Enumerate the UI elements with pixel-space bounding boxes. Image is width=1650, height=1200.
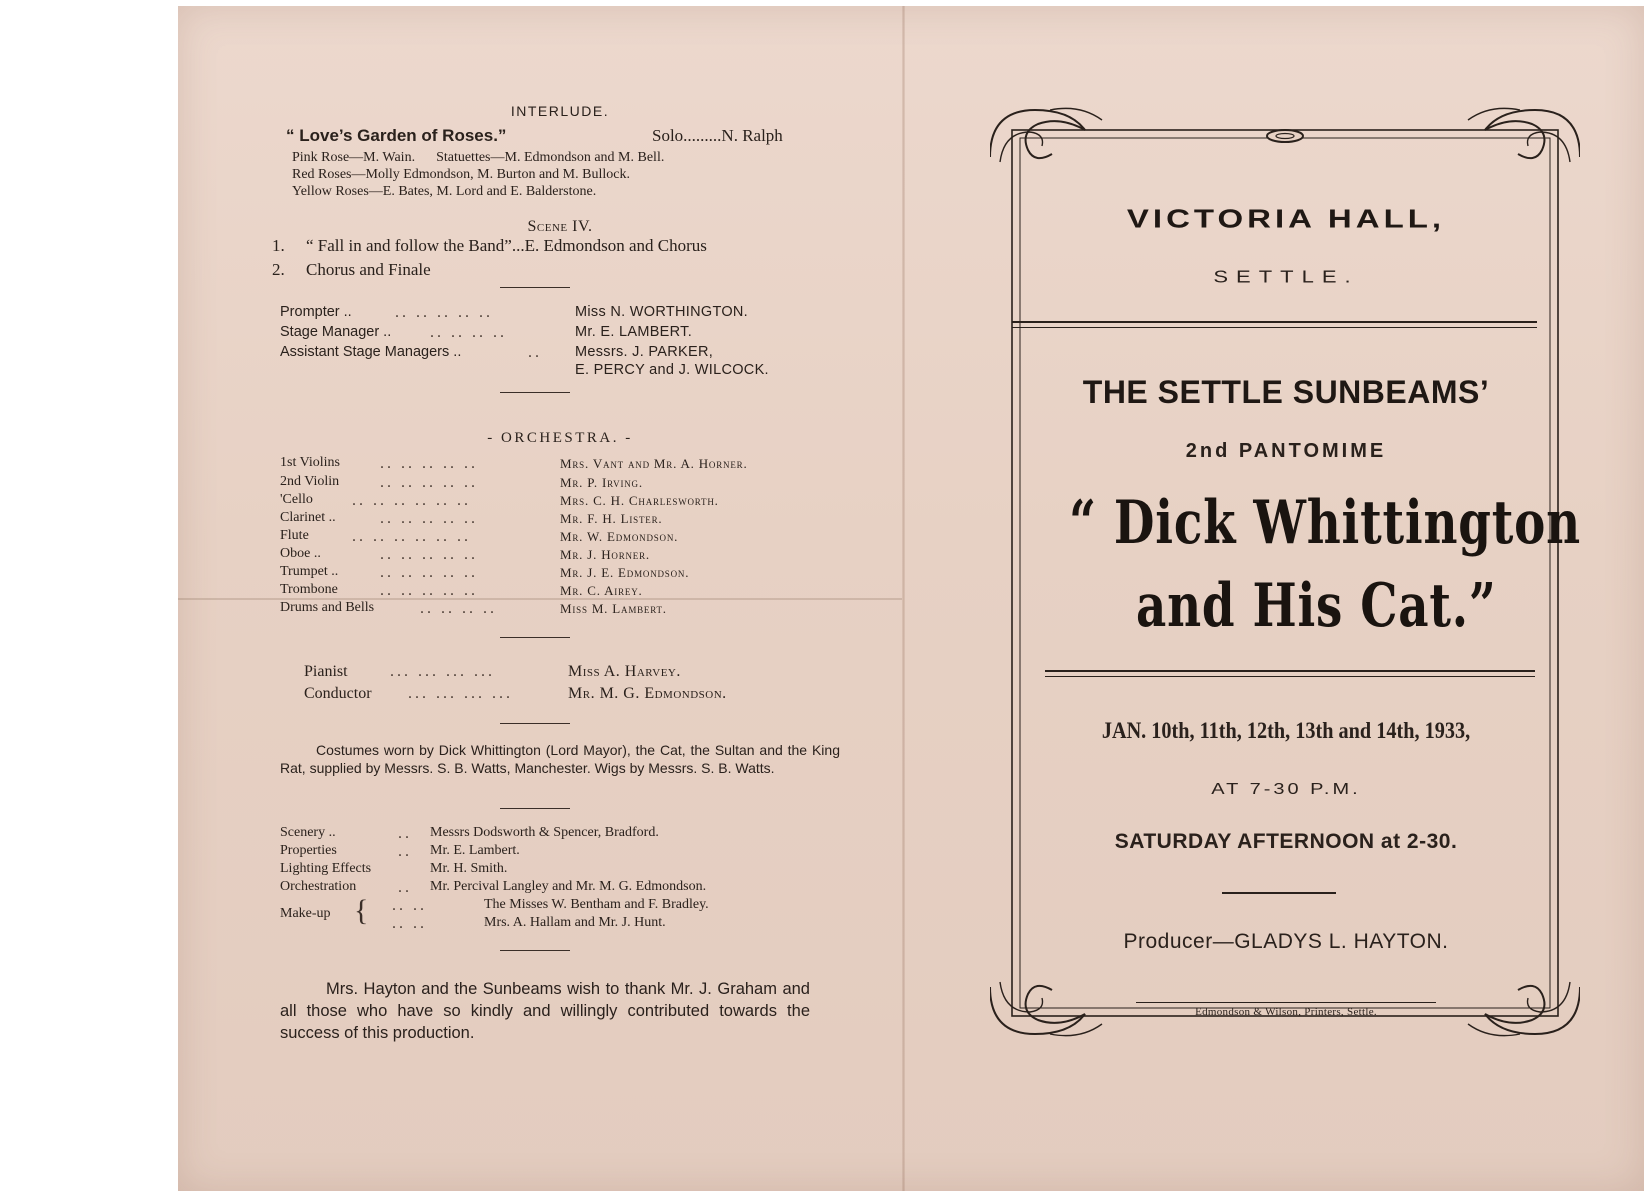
leader-dots: .. .. .. .. .. xyxy=(380,582,478,599)
divider xyxy=(500,392,570,393)
scene-title: Scene IV. xyxy=(527,218,593,235)
performance-dates: JAN. 10th, 11th, 12th, 13th and 14th, 1933, xyxy=(1101,718,1471,743)
crew-role: Stage Manager .. xyxy=(280,324,392,340)
orchestra-player: Mrs. C. H. Charlesworth. xyxy=(560,493,719,508)
town-name: SETTLE. xyxy=(1213,266,1359,287)
conductor-name: Mr. M. G. Edmondson. xyxy=(568,685,727,702)
leader-dots: .. .. xyxy=(392,915,427,932)
leader-dots: ... ... ... ... xyxy=(408,685,513,702)
edition-label: 2nd PANTOMIME xyxy=(1185,440,1387,462)
crew-name: Miss N. WORTHINGTON. xyxy=(575,304,749,320)
printer-credit: Edmondson & Wilson, Printers, Settle. xyxy=(1195,1006,1377,1018)
venue-name: VICTORIA HALL, xyxy=(1126,204,1446,234)
divider xyxy=(500,723,570,724)
crew-name: Messrs. J. PARKER, xyxy=(575,344,714,360)
leader-dots: .. .. xyxy=(392,897,427,914)
pianist-label: Pianist xyxy=(304,663,348,680)
solo-credit: Solo.........N. Ralph xyxy=(652,126,783,145)
divider xyxy=(500,950,570,951)
production-role: Orchestration xyxy=(280,879,357,894)
scene-item-number: 2. xyxy=(272,260,285,279)
orchestra-instrument: 'Cello xyxy=(280,492,313,507)
production-name: Mr. E. Lambert. xyxy=(430,843,520,858)
performance-time: AT 7-30 P.M. xyxy=(1211,780,1361,798)
costumes-note: Costumes worn by Dick Whittington (Lord Mayor), the Cat, the Sultan and the King Rat, supplied by Messrs. S. B. Watts, Manchester. Wigs by Messrs. S. B. Watts. xyxy=(280,742,840,776)
cover-rule xyxy=(1045,676,1535,677)
leader-dots: .. .. .. .. .. .. xyxy=(352,528,471,545)
company-name: THE SETTLE SUNBEAMS’ xyxy=(1082,374,1490,410)
leader-dots: .. .. .. .. .. xyxy=(380,564,478,581)
production-role: Scenery .. xyxy=(280,825,336,840)
orchestra-heading: - ORCHESTRA. - xyxy=(487,430,633,446)
producer-credit: Producer—GLADYS L. HAYTON. xyxy=(1123,930,1449,953)
divider xyxy=(500,287,570,288)
orchestra-player: Mr. J. Horner. xyxy=(560,547,650,562)
leader-dots: .. .. .. .. xyxy=(430,324,507,341)
leader-dots: .. .. .. .. xyxy=(420,600,497,617)
production-role: Properties xyxy=(280,843,337,858)
orchestra-player: Mr. W. Edmondson. xyxy=(560,529,679,544)
makeup-name: Mrs. A. Hallam and Mr. J. Hunt. xyxy=(484,915,666,930)
show-title-line-2: and His Cat.” xyxy=(1136,571,1497,641)
leader-dots: .. .. .. .. .. xyxy=(380,546,478,563)
leader-dots: .. .. .. .. .. xyxy=(380,455,478,472)
crew-name: E. PERCY and J. WILCOCK. xyxy=(575,362,769,378)
orchestra-player: Mr. J. E. Edmondson. xyxy=(560,565,690,580)
thanks-note: Mrs. Hayton and the Sunbeams wish to thank Mr. J. Graham and all those who have so kindly and willingly contributed towards the success of this production. xyxy=(280,980,810,1042)
brace-mark: { xyxy=(354,894,369,927)
centre-fold xyxy=(902,6,905,1191)
makeup-label: Make-up xyxy=(280,906,331,921)
production-name: Messrs Dodsworth & Spencer, Bradford. xyxy=(430,825,659,840)
interlude-heading: INTERLUDE. xyxy=(510,103,610,119)
orchestra-player: Mr. C. Airey. xyxy=(560,583,643,598)
leader-dots: .. .. .. .. .. xyxy=(380,510,478,527)
leader-dots: .. xyxy=(398,879,412,896)
leader-dots: .. xyxy=(398,843,412,860)
orchestra-player: Miss M. Lambert. xyxy=(560,601,667,616)
divider xyxy=(500,808,570,809)
matinee-time: SATURDAY AFTERNOON at 2-30. xyxy=(1114,830,1458,853)
scene-item: Chorus and Finale xyxy=(306,260,431,279)
conductor-label: Conductor xyxy=(304,685,372,702)
cover-rule xyxy=(1045,670,1535,672)
cover-rule xyxy=(1012,327,1537,328)
cover-rule xyxy=(1222,892,1336,894)
production-name: Mr. H. Smith. xyxy=(430,861,508,876)
scene-item-number: 1. xyxy=(272,236,285,255)
makeup-name: The Misses W. Bentham and F. Bradley. xyxy=(484,897,709,912)
orchestra-player: Mrs. Vant and Mr. A. Horner. xyxy=(560,456,748,471)
orchestra-player: Mr. P. Irving. xyxy=(560,475,643,490)
orchestra-instrument: Flute xyxy=(280,528,309,543)
interlude-line: Yellow Roses—E. Bates, M. Lord and E. Balderstone. xyxy=(292,184,597,199)
production-role: Lighting Effects xyxy=(280,861,372,876)
leader-dots: .. .. .. .. .. xyxy=(395,304,493,321)
leader-dots: ... ... ... ... xyxy=(390,663,495,680)
orchestra-instrument: Oboe .. xyxy=(280,546,321,561)
crew-role: Prompter .. xyxy=(280,304,352,320)
leader-dots: .. xyxy=(528,344,542,361)
orchestra-instrument: Drums and Bells xyxy=(280,600,375,615)
printer-rule xyxy=(1136,1002,1436,1003)
inside-page xyxy=(272,0,840,1200)
pianist-name: Miss A. Harvey. xyxy=(568,663,681,680)
orchestra-instrument: Clarinet .. xyxy=(280,510,336,525)
orchestra-instrument: Trombone xyxy=(280,582,338,597)
scene-item: “ Fall in and follow the Band”...E. Edmondson and Chorus xyxy=(306,236,707,255)
orchestra-instrument: 1st Violins xyxy=(280,455,340,470)
orchestra-instrument: Trumpet .. xyxy=(280,564,339,579)
leader-dots: .. .. .. .. .. .. xyxy=(352,492,471,509)
cover-rule xyxy=(1012,321,1537,323)
leader-dots: .. .. .. .. .. xyxy=(380,474,478,491)
orchestra-player: Mr. F. H. Lister. xyxy=(560,511,663,526)
crew-role: Assistant Stage Managers .. xyxy=(280,344,462,360)
interlude-line: Pink Rose—M. Wain. Statuettes—M. Edmondson and M. Bell. xyxy=(292,150,665,165)
show-title-line-1: “ Dick Whittington xyxy=(1069,488,1581,558)
crew-name: Mr. E. LAMBERT. xyxy=(575,324,693,340)
production-name: Mr. Percival Langley and Mr. M. G. Edmondson. xyxy=(430,879,707,894)
leader-dots: .. xyxy=(398,825,412,842)
song-title: “ Love’s Garden of Roses.” xyxy=(286,126,507,145)
divider xyxy=(500,637,570,638)
interlude-line: Red Roses—Molly Edmondson, M. Burton and M. Bullock. xyxy=(292,167,630,182)
orchestra-instrument: 2nd Violin xyxy=(280,474,340,489)
